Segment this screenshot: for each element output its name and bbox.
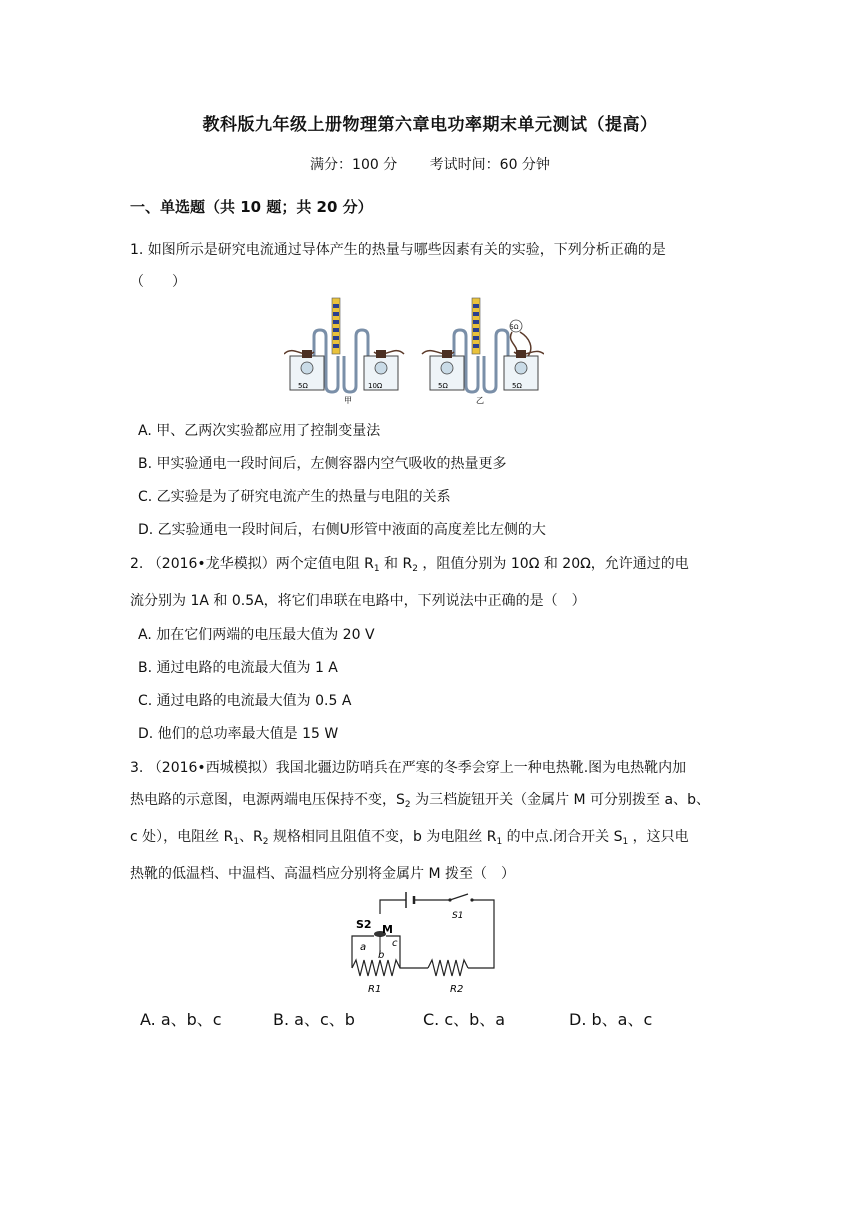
resistor-r2-label: R2	[450, 984, 464, 995]
contact-b-label: b	[378, 950, 385, 961]
q3-option-b: B. a、c、b	[273, 1010, 355, 1029]
figure-label-yi: 乙	[476, 396, 484, 404]
question-2-line-2: 流分别为 1A 和 0.5A，将它们串联在电路中，下列说法中正确的是（ ）	[130, 593, 586, 609]
question-2	[130, 548, 730, 617]
q2-option-b: B. 通过电路的电流最大值为 1 A	[138, 660, 338, 676]
question-1-figure	[284, 296, 544, 404]
section-heading: 一、单选题（共 10 题；共 20 分）	[130, 198, 373, 216]
q2-option-a: A. 加在它们两端的电压最大值为 20 V	[138, 627, 375, 643]
page-title: 教科版九年级上册物理第六章电功率期末单元测试（提高）	[202, 115, 658, 135]
resistor-label: 5Ω	[438, 382, 448, 390]
q1-option-b: B. 甲实验通电一段时间后，左侧容器内空气吸收的热量更多	[138, 456, 507, 472]
contact-c-label: c	[392, 938, 398, 949]
q1-option-d: D. 乙实验通电一段时间后，右侧U形管中液面的高度差比左侧的大	[138, 522, 546, 538]
switch-s2-label: S2	[356, 918, 372, 931]
resistor-r1-label: R1	[368, 984, 382, 995]
question-3-line-1: 3. （2016•西城模拟）我国北疆边防哨兵在严寒的冬季会穿上一种电热靴.图为电热靴内加	[130, 760, 687, 776]
resistor-label: 5Ω	[298, 382, 308, 390]
exam-meta	[0, 154, 860, 174]
q3-option-c: C. c、b、a	[423, 1010, 506, 1029]
question-3-circuit-figure	[340, 884, 510, 996]
full-score: 满分：100 分	[310, 157, 398, 173]
question-3-line-3: c 处），电阻丝 $R_1$、$R_2$ 规格相同且阻值不变，b 为电阻丝 $R_1$ 的中点.闭合开关 $S_1$ ，这只电	[130, 829, 689, 847]
question-1	[130, 234, 730, 298]
switch-s1-label: S1	[452, 911, 464, 921]
question-3	[130, 752, 730, 890]
resistor-label: 10Ω	[368, 382, 383, 390]
q3-options	[0, 1007, 860, 1027]
q2-option-c: C. 通过电路的电流最大值为 0.5 A	[138, 693, 352, 709]
q1-option-c: C. 乙实验是为了研究电流产生的热量与电阻的关系	[138, 489, 451, 505]
question-2-line-1: 2. （2016•龙华模拟）两个定值电阻 $R_1$ 和 $R_2$ ，阻值分别为 10Ω 和 20Ω，允许通过的电	[130, 556, 689, 574]
question-3-line-4: 热靴的低温档、中温档、高温档应分别将金属片 M 拨至（ ）	[130, 866, 515, 882]
q3-option-a: A. a、b、c	[140, 1010, 222, 1029]
question-3-line-2: 热电路的示意图，电源两端电压保持不变，$S_2$ 为三档旋钮开关（金属片 M 可分别拨至 a、b、	[130, 792, 710, 810]
question-1-line-1: 1. 如图所示是研究电流通过导体产生的热量与哪些因素有关的实验，下列分析正确的是	[130, 242, 666, 258]
figure-label-jia: 甲	[344, 396, 352, 404]
q1-option-a: A. 甲、乙两次实验都应用了控制变量法	[138, 423, 381, 439]
question-1-line-2: （ ）	[130, 274, 186, 290]
q2-option-d: D. 他们的总功率最大值是 15 W	[138, 726, 339, 742]
exam-time: 考试时间：60 分钟	[429, 157, 550, 173]
contact-a-label: a	[360, 942, 367, 953]
resistor-label: 5Ω	[512, 382, 522, 390]
resistor-label: 5Ω	[510, 324, 519, 331]
q3-option-d: D. b、a、c	[569, 1010, 653, 1029]
metal-piece-m-label: M	[382, 923, 393, 936]
